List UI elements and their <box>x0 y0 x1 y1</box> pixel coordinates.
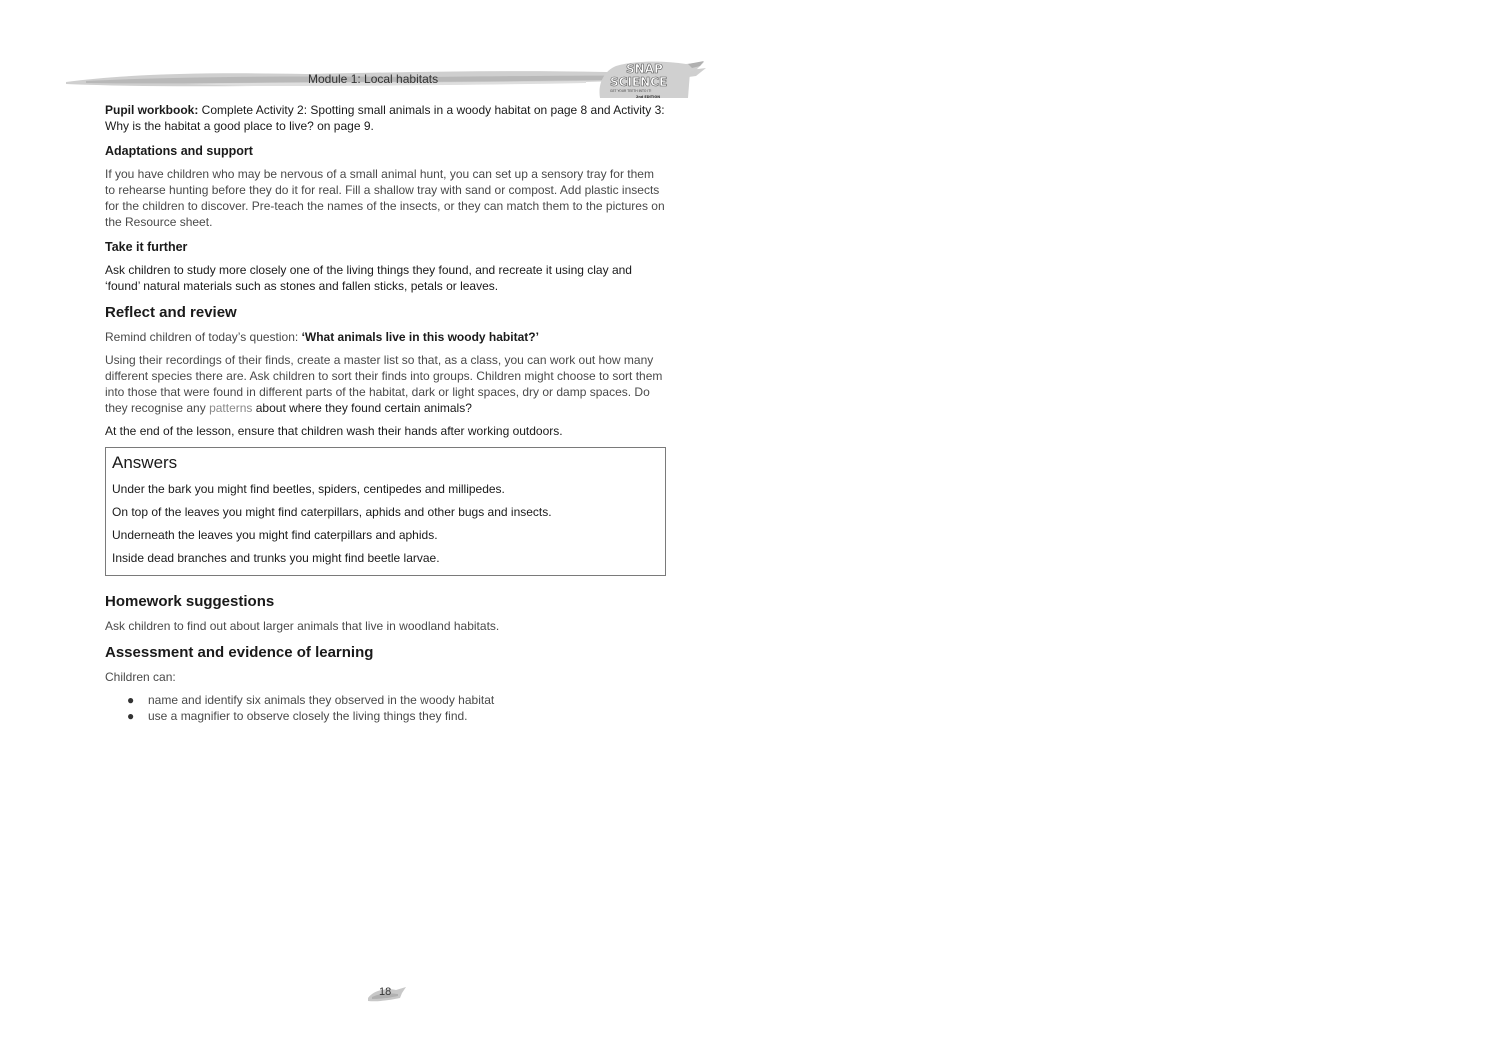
assessment-item-text: use a magnifier to observe closely the living things they find. <box>148 709 468 723</box>
adaptations-heading: Adaptations and support <box>105 144 253 158</box>
adaptations-text: If you have children who may be nervous of a small animal hunt, you can set up a sensory tray for them to rehearse hunting before they do it for real. Fill a shallow tray with sand or compost. Add plastic insects for the children to discover. Pre-teach the names of the insects, or they can match them to the pictures on the Resource sheet. <box>105 167 665 229</box>
reflect-question-paragraph <box>105 329 667 345</box>
patterns-term: patterns <box>209 401 253 415</box>
reflect-paragraph <box>105 352 667 416</box>
pupil-workbook-paragraph <box>105 102 667 134</box>
logo-line1: SNAP <box>626 62 663 76</box>
module-title: Module 1: Local habitats <box>308 72 439 86</box>
assessment-heading: Assessment and evidence of learning <box>105 644 374 661</box>
answer-item: Inside dead branches and trunks you might find beetle larvae. <box>112 551 440 565</box>
answers-box <box>105 447 666 576</box>
page-number: 18 <box>379 986 392 998</box>
homework-heading: Homework suggestions <box>105 593 275 610</box>
homework-text: Ask children to find out about larger animals that live in woodland habitats. <box>105 619 500 633</box>
logo-tagline: GET YOUR TEETH INTO IT! <box>610 89 652 93</box>
end-of-lesson-note: At the end of the lesson, ensure that children wash their hands after working outdoors. <box>105 424 563 438</box>
page-content <box>105 102 667 724</box>
answer-item: Under the bark you might find beetles, spiders, centipedes and millipedes. <box>112 482 505 496</box>
assessment-list <box>105 692 667 724</box>
pupil-workbook-text: Complete Activity 2: Spotting small animals in a woody habitat on page 8 and Activity 3: Why is the habitat a good place to live? on page 9. <box>105 103 665 133</box>
logo-edition: 2nd EDITION <box>636 95 661 99</box>
logo-line2: SCIENCE <box>610 75 668 89</box>
assessment-item <box>105 708 667 724</box>
reflect-paragraph-part2: about where they found certain animals? <box>252 401 472 415</box>
answer-item: Underneath the leaves you might find caterpillars and aphids. <box>112 528 438 542</box>
assessment-intro: Children can: <box>105 670 176 684</box>
pupil-workbook-label: Pupil workbook: <box>105 103 199 117</box>
answers-title: Answers <box>112 453 178 472</box>
take-it-further-heading: Take it further <box>105 240 188 254</box>
bullet-icon: ● <box>127 693 135 707</box>
reflect-paragraph-part1: Using their recordings of their finds, create a master list so that, as a class, you can work out how many different species there are. Ask children to sort their finds into groups. Children might choose to sort them into those that were found in different parts of the habitat, dark or light spaces, dry or damp spaces. Do they recognise any <box>105 353 663 415</box>
answer-item: On top of the leaves you might find caterpillars, aphids and other bugs and insects. <box>112 505 552 519</box>
assessment-item <box>105 692 667 708</box>
take-it-further-text: Ask children to study more closely one of the living things they found, and recreate it using clay and ‘found’ natural materials such as stones and fallen sticks, petals or leaves. <box>105 263 632 293</box>
bullet-icon: ● <box>127 709 135 723</box>
snap-science-logo <box>596 58 706 102</box>
reflect-review-heading: Reflect and review <box>105 304 237 321</box>
reflect-question-intro: Remind children of today’s question: <box>105 330 302 344</box>
reflect-question: ‘What animals live in this woody habitat?’ <box>301 330 539 344</box>
assessment-item-text: name and identify six animals they observed in the woody habitat <box>148 693 495 707</box>
